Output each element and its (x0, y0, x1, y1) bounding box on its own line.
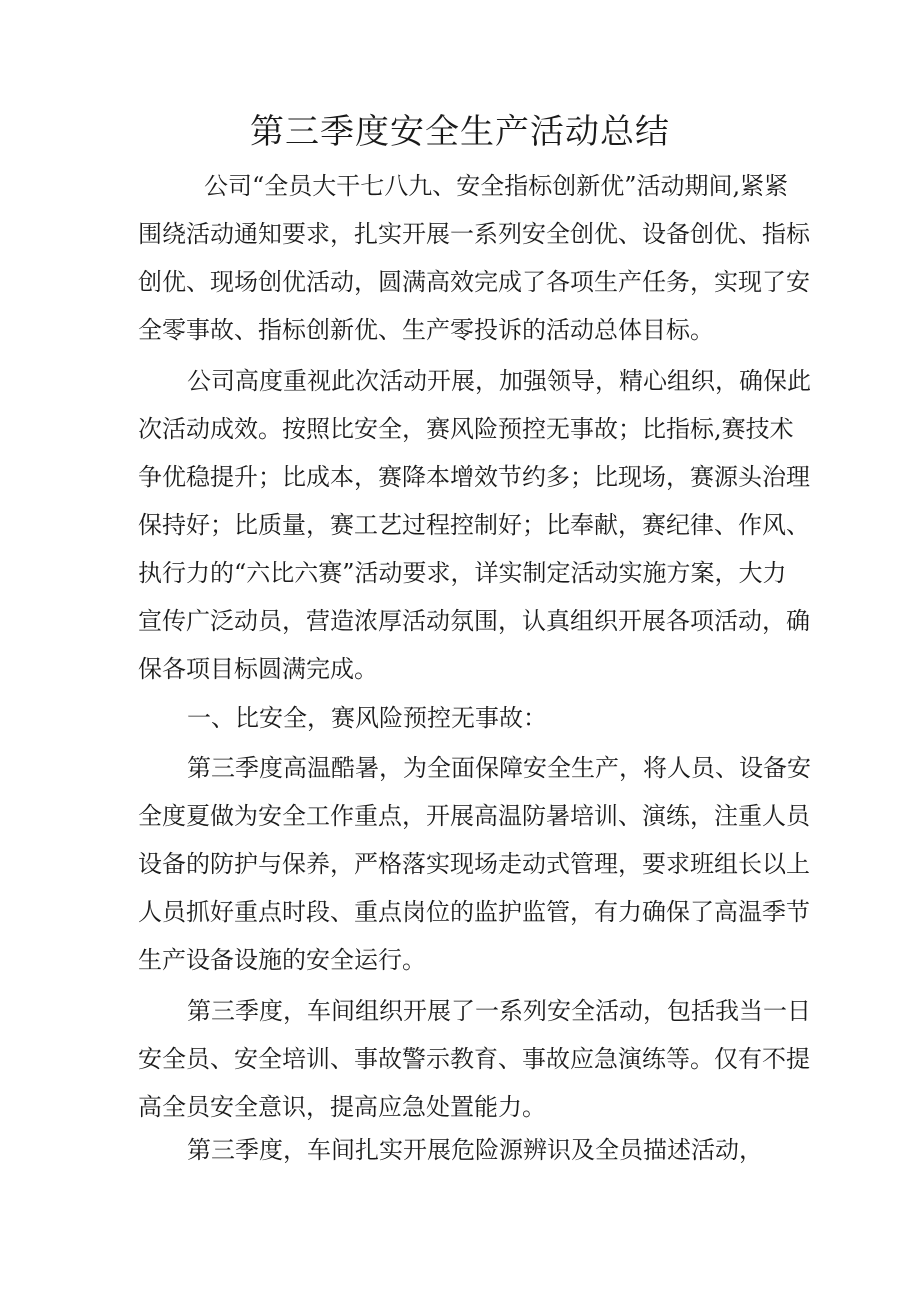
paragraph-line: 设备的防护与保养，严格落实现场走动式管理，要求班组长以上 (138, 850, 810, 878)
paragraph-line: 全零事故、指标创新优、生产零投诉的活动总体目标。 (138, 316, 714, 344)
document-title: 第三季度安全生产活动总结 (250, 112, 670, 152)
paragraph-line: 争优稳提升；比成本，赛降本增效节约多；比现场，赛源头治理 (138, 463, 810, 491)
paragraph-line: 高全员安全意识，提高应急处置能力。 (138, 1093, 546, 1121)
paragraph-line: 围绕活动通知要求，扎实开展一系列安全创优、设备创优、指标 (138, 220, 810, 248)
section-heading: 一、比安全，赛风险预控无事故： (187, 704, 547, 732)
paragraph-line: 安全员、安全培训、事故警示教育、事故应急演练等。仅有不提 (138, 1045, 810, 1073)
paragraph-line: 保持好；比质量，赛工艺过程控制好；比奉献，赛纪律、作风、 (138, 511, 810, 539)
paragraph-line: 公司高度重视此次活动开展，加强领导，精心组织，确保此 (187, 367, 811, 395)
paragraph-line: 保各项目标圆满完成。 (138, 655, 378, 683)
paragraph-line: 全度夏做为安全工作重点，开展高温防暑培训、演练，注重人员 (138, 802, 810, 830)
paragraph-line: 第三季度，车间扎实开展危险源辨识及全员描述活动， (187, 1136, 763, 1164)
paragraph-line: 创优、现场创优活动，圆满高效完成了各项生产任务，实现了安 (138, 268, 810, 296)
paragraph-line: 宣传广泛动员，营造浓厚活动氛围，认真组织开展各项活动，确 (138, 607, 810, 635)
paragraph-line: 执行力的“六比六赛”活动要求，详实制定活动实施方案，大力 (138, 559, 787, 587)
paragraph-line: 人员抓好重点时段、重点岗位的监护监管，有力确保了高温季节 (138, 898, 810, 926)
paragraph-line: 第三季度，车间组织开展了一系列安全活动，包括我当一日 (187, 997, 811, 1025)
paragraph-line: 公司“全员大干七八九、安全指标创新优”活动期间,紧紧 (204, 172, 789, 200)
paragraph-line: 生产设备设施的安全运行。 (138, 946, 426, 974)
paragraph-line: 第三季度高温酷暑，为全面保障安全生产，将人员、设备安 (187, 754, 811, 782)
paragraph-line: 次活动成效。按照比安全，赛风险预控无事故；比指标,赛技术 (138, 415, 794, 443)
